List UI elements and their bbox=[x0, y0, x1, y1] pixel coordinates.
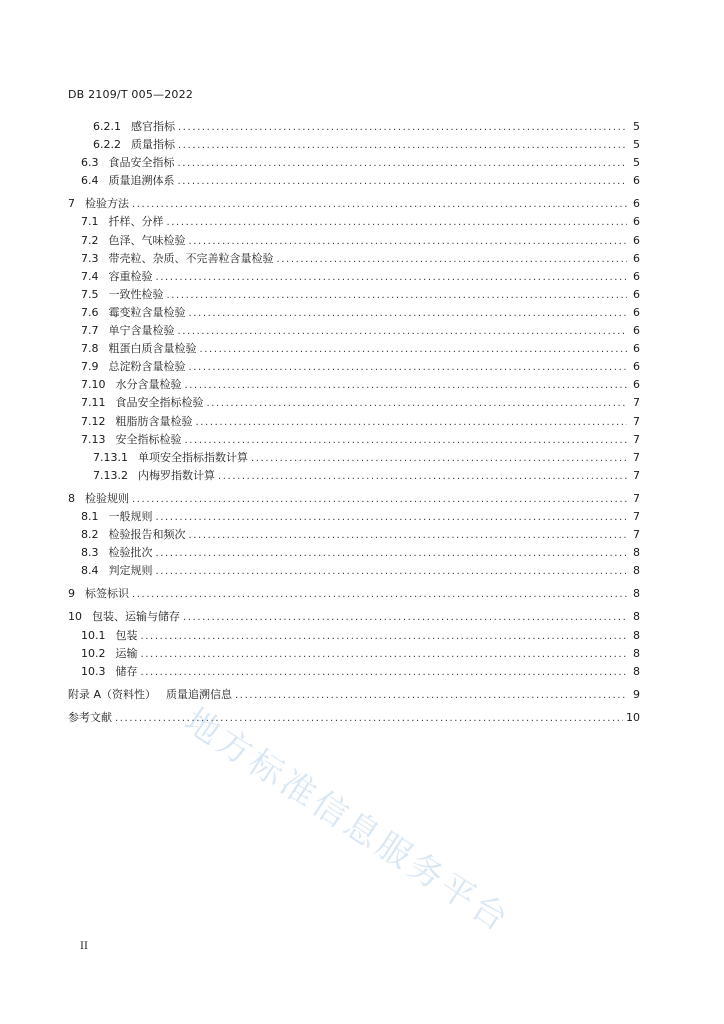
toc-entry[interactable] bbox=[68, 358, 640, 376]
toc-entry-title: 参考文献 bbox=[68, 710, 112, 724]
toc-entry[interactable] bbox=[68, 686, 640, 704]
toc-entry[interactable] bbox=[68, 544, 640, 562]
toc-entry-number: 9 bbox=[68, 587, 75, 601]
toc-entry-number: 7.7 bbox=[81, 324, 99, 338]
toc-entry-title: 容重检验 bbox=[108, 269, 153, 283]
toc-entry-page: 6 bbox=[633, 174, 640, 188]
toc-dot-leader bbox=[141, 646, 628, 664]
toc-entry-page: 6 bbox=[633, 324, 640, 338]
toc-entry-title: 判定规则 bbox=[108, 564, 153, 578]
toc-entry-page: 6 bbox=[633, 342, 640, 356]
toc-entry-number: 10 bbox=[68, 610, 82, 624]
toc-entry-page: 6 bbox=[633, 269, 640, 283]
toc-entry-number: 7.8 bbox=[81, 342, 99, 356]
toc-entry-number: 8 bbox=[68, 491, 75, 505]
toc-entry-title: 包装 bbox=[115, 628, 138, 642]
toc-entry[interactable] bbox=[68, 449, 640, 467]
toc-entry[interactable] bbox=[68, 508, 640, 526]
toc-entry-page: 6 bbox=[633, 360, 640, 374]
toc-entry-title: 储存 bbox=[115, 664, 138, 678]
toc-dot-leader bbox=[189, 305, 628, 323]
toc-entry-page: 7 bbox=[633, 491, 640, 505]
toc-entry[interactable] bbox=[68, 394, 640, 412]
toc-entry-number: 7 bbox=[68, 197, 75, 211]
toc-entry-page: 8 bbox=[633, 587, 640, 601]
toc-entry-page: 6 bbox=[633, 197, 640, 211]
toc-dot-leader bbox=[200, 341, 628, 359]
toc-entry-number: 10.1 bbox=[81, 628, 106, 642]
toc-entry-title: 带壳粒、杂质、不完善粒含量检验 bbox=[108, 251, 274, 265]
toc-entry[interactable] bbox=[68, 304, 640, 322]
toc-entry-number: 7.4 bbox=[81, 269, 99, 283]
toc-entry-page: 5 bbox=[633, 120, 640, 133]
toc-entry[interactable] bbox=[68, 250, 640, 268]
watermark: 地方标准信息服务平台 bbox=[177, 700, 518, 942]
toc-entry-page: 7 bbox=[633, 414, 640, 428]
toc-entry-title: 运输 bbox=[115, 646, 138, 660]
toc-entry[interactable] bbox=[68, 608, 640, 626]
toc-entry-title: 单宁含量检验 bbox=[108, 324, 175, 338]
toc-entry-title: 扦样、分样 bbox=[108, 215, 164, 229]
toc-entry-number: 附录 A（资料性） bbox=[68, 687, 157, 701]
toc-entry-page: 6 bbox=[633, 305, 640, 319]
toc-entry[interactable] bbox=[68, 376, 640, 394]
toc-dot-leader bbox=[183, 609, 627, 627]
toc-dot-leader bbox=[115, 710, 623, 728]
toc-entry[interactable] bbox=[68, 172, 640, 190]
toc-entry-page: 8 bbox=[633, 546, 640, 560]
toc-entry-title: 质量追溯体系 bbox=[108, 174, 175, 188]
toc-entry[interactable] bbox=[68, 526, 640, 544]
toc-entry-title: 检验报告和频次 bbox=[108, 528, 186, 542]
toc-entry-number: 7.13.1 bbox=[93, 450, 128, 464]
toc-dot-leader bbox=[156, 563, 628, 581]
toc-dot-leader bbox=[196, 414, 628, 432]
toc-dot-leader bbox=[185, 432, 628, 450]
toc-entry-page: 8 bbox=[633, 664, 640, 678]
toc-entry-page: 8 bbox=[633, 564, 640, 578]
toc-entry-number: 6.2.1 bbox=[93, 120, 121, 133]
toc-entry-page: 5 bbox=[633, 156, 640, 170]
toc-dot-leader bbox=[251, 450, 627, 468]
toc-entry[interactable] bbox=[68, 431, 640, 449]
toc-entry-number: 10.2 bbox=[81, 646, 106, 660]
toc-entry[interactable] bbox=[68, 286, 640, 304]
toc-entry-number: 7.5 bbox=[81, 287, 99, 301]
toc-entry-page: 8 bbox=[633, 610, 640, 624]
toc-entry[interactable] bbox=[68, 709, 640, 727]
toc-dot-leader bbox=[178, 173, 628, 191]
toc-entry-number: 6.3 bbox=[81, 156, 99, 170]
toc-entry[interactable] bbox=[68, 562, 640, 580]
toc-entry-number: 8.2 bbox=[81, 528, 99, 542]
toc-entry-number: 7.3 bbox=[81, 251, 99, 265]
toc-dot-leader bbox=[178, 155, 628, 173]
page-number: II bbox=[80, 941, 88, 952]
toc-dot-leader bbox=[141, 628, 628, 646]
toc-entry[interactable] bbox=[68, 322, 640, 340]
toc-entry-title: 粗脂肪含量检验 bbox=[115, 414, 193, 428]
toc-dot-leader bbox=[185, 377, 628, 395]
toc-dot-leader bbox=[167, 287, 628, 305]
toc-entry-title: 标签标识 bbox=[85, 587, 129, 601]
toc-entry-number: 8.1 bbox=[81, 509, 99, 523]
toc-entry-page: 5 bbox=[633, 138, 640, 152]
toc-entry-number: 7.13 bbox=[81, 432, 106, 446]
toc-entry-title: 安全指标检验 bbox=[115, 432, 182, 446]
toc-entry-page: 7 bbox=[633, 528, 640, 542]
toc-dot-leader bbox=[207, 395, 628, 413]
toc-entry-page: 7 bbox=[633, 396, 640, 410]
toc-entry-title: 质量追溯信息 bbox=[166, 687, 233, 701]
toc-entry-number: 7.6 bbox=[81, 305, 99, 319]
toc-entry-title: 检验批次 bbox=[108, 546, 153, 560]
toc-entry[interactable] bbox=[68, 154, 640, 172]
toc-dot-leader bbox=[178, 137, 627, 155]
toc-entry-number: 6.2.2 bbox=[93, 138, 121, 152]
toc-dot-leader bbox=[132, 586, 627, 604]
toc-dot-leader bbox=[156, 269, 628, 287]
toc-entry[interactable] bbox=[68, 232, 640, 250]
toc-entry-number: 7.9 bbox=[81, 360, 99, 374]
toc-entry-number: 8.4 bbox=[81, 564, 99, 578]
toc-entry-title: 质量指标 bbox=[131, 138, 175, 152]
toc-entry-page: 6 bbox=[633, 251, 640, 265]
toc-entry-page: 10 bbox=[626, 710, 640, 724]
toc-dot-leader bbox=[189, 233, 628, 251]
toc-entry-title: 总淀粉含量检验 bbox=[108, 360, 186, 374]
toc-entry[interactable] bbox=[68, 645, 640, 663]
toc-entry-title: 单项安全指标指数计算 bbox=[138, 450, 248, 464]
toc-entry-title: 一致性检验 bbox=[108, 287, 164, 301]
toc-entry-number: 6.4 bbox=[81, 174, 99, 188]
document-header: DB 2109/T 005—2022 bbox=[68, 88, 194, 101]
toc-entry-number: 7.10 bbox=[81, 378, 106, 392]
toc-dot-leader bbox=[156, 509, 628, 527]
toc-dot-leader bbox=[178, 119, 627, 137]
toc-dot-leader bbox=[218, 468, 627, 486]
toc-entry-title: 食品安全指标检验 bbox=[115, 396, 204, 410]
toc-entry-page: 7 bbox=[633, 432, 640, 446]
toc-dot-leader bbox=[132, 196, 627, 214]
toc-dot-leader bbox=[167, 214, 628, 232]
toc-entry-title: 一般规则 bbox=[108, 509, 153, 523]
toc-entry-page: 6 bbox=[633, 215, 640, 229]
toc-entry[interactable] bbox=[68, 467, 640, 485]
toc-entry-number: 10.3 bbox=[81, 664, 106, 678]
toc-entry-page: 8 bbox=[633, 646, 640, 660]
toc-entry-page: 6 bbox=[633, 287, 640, 301]
toc-entry-title: 内梅罗指数计算 bbox=[138, 468, 215, 482]
toc-entry-page: 7 bbox=[633, 509, 640, 523]
toc-entry-title: 食品安全指标 bbox=[108, 156, 175, 170]
toc-entry-page: 6 bbox=[633, 378, 640, 392]
table-of-contents bbox=[68, 118, 640, 727]
toc-entry-title: 包装、运输与储存 bbox=[92, 610, 180, 624]
toc-entry-number: 7.2 bbox=[81, 233, 99, 247]
toc-dot-leader bbox=[189, 359, 628, 377]
toc-entry[interactable] bbox=[68, 213, 640, 231]
toc-entry-page: 9 bbox=[633, 687, 640, 701]
toc-entry-page: 8 bbox=[633, 628, 640, 642]
toc-dot-leader bbox=[235, 687, 627, 705]
toc-entry-number: 8.3 bbox=[81, 546, 99, 560]
toc-dot-leader bbox=[189, 527, 628, 545]
toc-entry-page: 7 bbox=[633, 450, 640, 464]
toc-dot-leader bbox=[178, 323, 628, 341]
toc-entry-title: 粗蛋白质含量检验 bbox=[108, 342, 197, 356]
toc-dot-leader bbox=[141, 664, 628, 682]
toc-entry-title: 检验方法 bbox=[85, 197, 129, 211]
toc-entry-title: 霉变粒含量检验 bbox=[108, 305, 186, 319]
toc-entry-number: 7.12 bbox=[81, 414, 106, 428]
toc-entry[interactable] bbox=[68, 627, 640, 645]
toc-dot-leader bbox=[277, 251, 628, 269]
toc-entry-number: 7.11 bbox=[81, 396, 106, 410]
toc-entry-page: 6 bbox=[633, 233, 640, 247]
toc-entry[interactable] bbox=[68, 195, 640, 213]
toc-entry-page: 7 bbox=[633, 468, 640, 482]
toc-entry[interactable] bbox=[68, 663, 640, 681]
toc-entry[interactable] bbox=[68, 340, 640, 358]
toc-entry-number: 7.13.2 bbox=[93, 468, 128, 482]
toc-entry[interactable] bbox=[68, 268, 640, 286]
toc-entry-title: 检验规则 bbox=[85, 491, 129, 505]
toc-entry[interactable] bbox=[68, 136, 640, 154]
toc-entry-title: 水分含量检验 bbox=[115, 378, 182, 392]
toc-entry[interactable] bbox=[68, 585, 640, 603]
toc-entry[interactable] bbox=[68, 490, 640, 508]
toc-entry[interactable] bbox=[68, 413, 640, 431]
toc-entry-number: 7.1 bbox=[81, 215, 99, 229]
toc-dot-leader bbox=[132, 491, 627, 509]
toc-dot-leader bbox=[156, 545, 628, 563]
toc-entry[interactable] bbox=[68, 118, 640, 136]
toc-entry-title: 感官指标 bbox=[131, 120, 175, 133]
toc-entry-title: 色泽、气味检验 bbox=[108, 233, 186, 247]
